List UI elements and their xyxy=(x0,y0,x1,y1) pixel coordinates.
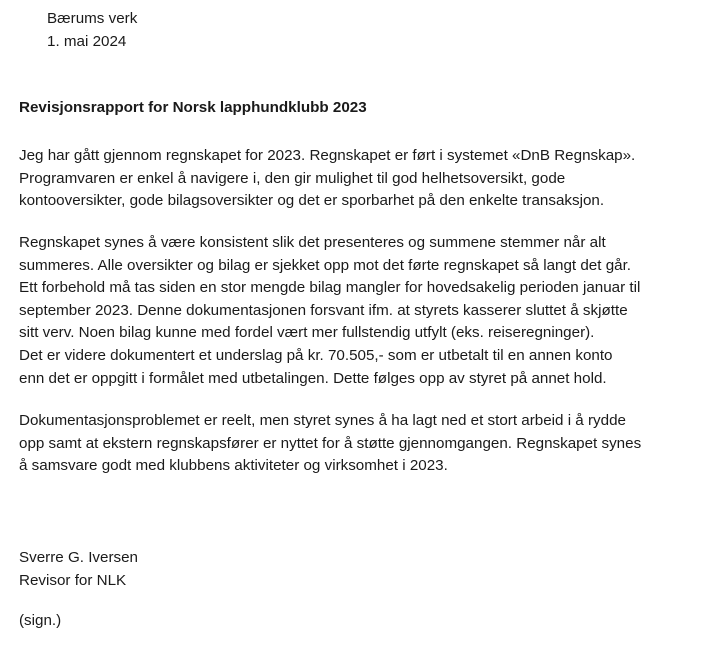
paragraph-line: Det er videre dokumentert et underslag på kr. 70.505,- som er utbetalt til en annen konto xyxy=(19,346,613,364)
paragraph-line: enn det er oppgitt i formålet med utbetalingen. Dette følges opp av styret på annet hold. xyxy=(19,369,607,387)
signer-name: Sverre G. Iversen xyxy=(19,549,139,566)
paragraph-line: Programvaren er enkel å navigere i, den gir mulighet til god helhetsoversikt, gode xyxy=(19,169,566,187)
paragraph-line: sitt verv. Noen bilag kunne med fordel vært mer fullstendig utfylt (eks. reiseregninger). xyxy=(19,324,595,342)
paragraph-line: summeres. Alle oversikter og bilag er sjekket opp mot det førte regnskapet så langt det går. xyxy=(19,256,632,274)
signed-mark: (sign.) xyxy=(19,612,62,629)
paragraph-3 xyxy=(19,410,719,478)
signature-block xyxy=(19,547,138,592)
paragraph-2 xyxy=(19,232,719,390)
paragraph-line: Ett forbehold må tas siden en stor mengde bilag mangler for hovedsakelig perioden januar til xyxy=(19,279,641,297)
report-title: Revisjonsrapport for Norsk lapphundklubb 2023 xyxy=(19,99,367,116)
paragraph-line: opp samt at ekstern regnskapsfører er nyttet for å støtte gjennomgangen. Regnskapet synes xyxy=(19,434,642,452)
paragraph-1 xyxy=(19,145,719,213)
signer-role: Revisor for NLK xyxy=(19,571,127,589)
paragraph-line: Jeg har gått gjennom regnskapet for 2023. Regnskapet er ført i systemet «DnB Regnskap». xyxy=(19,147,636,164)
paragraph-line: Dokumentasjonsproblemet er reelt, men styret synes å ha lagt ned et stort arbeid i å rydde xyxy=(19,412,626,429)
place-line: Bærums verk xyxy=(47,10,138,27)
letter-header xyxy=(47,8,137,53)
paragraph-line: september 2023. Denne dokumentasjonen forsvant ifm. at styrets kasserer sluttet å skjøtte xyxy=(19,301,628,319)
date-line: 1. mai 2024 xyxy=(47,32,127,50)
paragraph-line: kontooversikter, gode bilagsoversikter og det er sporbarhet på den enkelte transaksjon. xyxy=(19,192,605,210)
paragraph-line: å samsvare godt med klubbens aktiviteter og virksomhet i 2023. xyxy=(19,457,448,475)
paragraph-line: Regnskapet synes å være konsistent slik det presenteres og summene stemmer når alt xyxy=(19,234,606,251)
